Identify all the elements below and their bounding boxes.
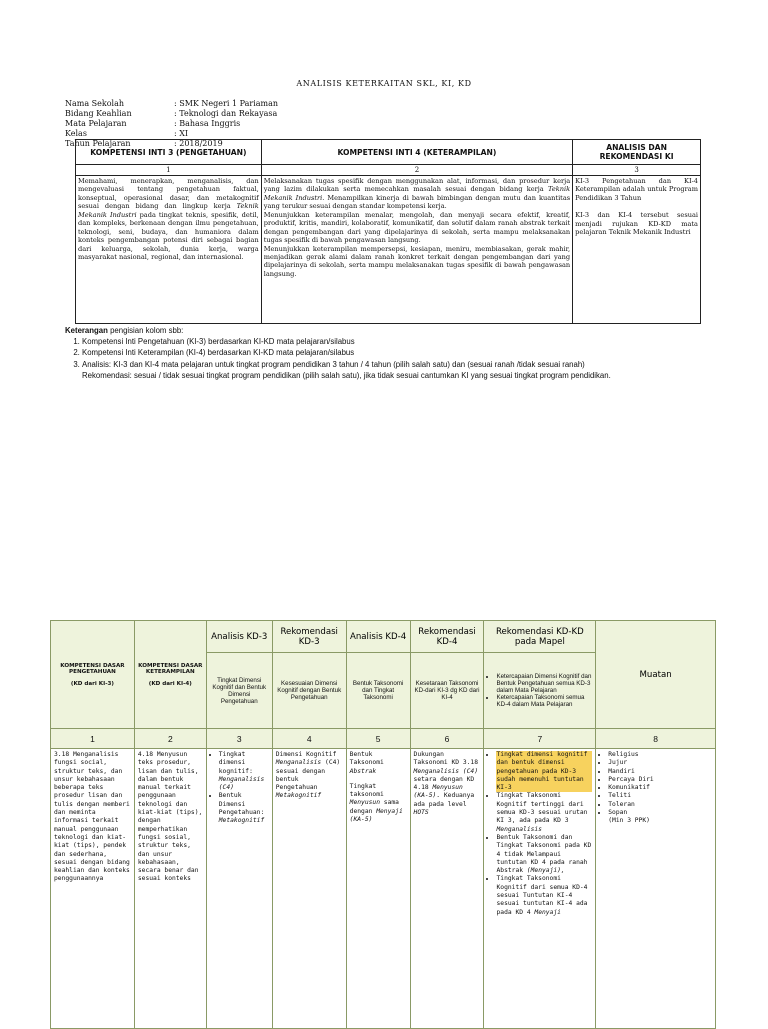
note-item: 3. Analisis: KI-3 dan KI-4 mata pelajaran untuk tingkat program pendidikan 3 tahun / 4 tahun (pilih salah satu) dan (sesuai ranah /tidak sesuai ranah) Rekomendasi: sesuai / tidak sesuai tingkat program pendidikan (pilih salah satu), jika tidak sesuai cantumkan KI yang sesuai tingkat program pendidikan.	[82, 359, 755, 381]
subheader-item: • Ketercapaian Dimensi Kognitif dan Bentuk Pengetahuan semua KD-3 dalam Mata Pelajaran	[496, 673, 592, 694]
analysis-point: • Bentuk Dimensi Pengetahuan: Metakognitif	[219, 792, 269, 825]
header-analisis-kd3: Analisis KD-3	[206, 621, 272, 653]
muatan-note: (Min 3 PPK)	[608, 817, 650, 825]
analysis-paragraph: KI-3 dan KI-4 tersebut sesuai menjadi rujukan KD-KD mata pelajaran Teknik Mekanik Industri	[575, 211, 698, 237]
value-item: • Komunikatif	[608, 784, 712, 792]
document-title: ANALISIS KETERKAITAN SKL, KI, KD	[296, 79, 472, 88]
notes-section	[65, 325, 755, 381]
column-number: 2	[134, 729, 206, 749]
header-analysis: ANALISIS DAN REKOMENDASI KI	[573, 140, 701, 165]
ki4-paragraph: Menunjukkan keterampilan mempersepsi, kesiapan, meniru, membiasakan, gerak mahir, menjadikan gerak alami dalam ranah konkret terkait dengan pengembangan dari yang dipelajarinya di sekolah, serta mampu melaksanakan tugas spesifik di bawah pengawasan langsung.	[263, 244, 571, 278]
kd3-cell: 3.18 Menganalisis fungsi social, struktur teks, dan unsur kebahasaan beberapa teks prosedur lisan dan tulis dengan memberi dan meminta informasi terkait manual penggunaan teknologi dan kiat-kiat (tips), pendek dan sederhana, sesuai dengan bidang keahlian dan konteks penggunaannya	[51, 749, 135, 1029]
column-number: 8	[596, 729, 716, 749]
subheader-analisis-kd4: Bentuk Taksonomi dan Tingkat Taksonomi	[346, 653, 410, 729]
notes-lead: Keterangan pengisian kolom sbb:	[65, 326, 184, 335]
info-value: : Bahasa Inggris	[174, 119, 241, 128]
value-item: • Jujur	[608, 759, 712, 767]
analysis-paragraph: KI-3 Pengetahuan dan KI-4 Keterampilan adalah untuk Program Pendidikan 3 Tahun	[575, 177, 698, 202]
info-value: : Teknologi dan Rekayasa	[174, 109, 278, 118]
muatan-cell	[596, 749, 716, 1029]
subheader-rekomendasi-kd3: Kesesuaian Dimensi Kognitif dengan Bentuk Pengetahuan	[272, 653, 346, 729]
ki4-description	[261, 176, 572, 324]
subheader-rekomendasi-mapel	[484, 653, 596, 729]
kd-analysis-table	[50, 620, 716, 1029]
value-item: • Sopan	[608, 809, 712, 817]
column-number: 7	[484, 729, 596, 749]
rekomendasi-mapel-cell	[484, 749, 596, 1029]
info-label: Bidang Keahlian	[65, 109, 132, 118]
analysis-point: • Tingkat dimensi kognitif: Menganalisis (C4)	[219, 751, 269, 792]
header-muatan: Muatan	[596, 621, 716, 729]
value-item: • Teliti	[608, 792, 712, 800]
value-item: • Mandiri	[608, 768, 712, 776]
value-item: • Toleran	[608, 801, 712, 809]
rekomendasi-kd3-cell: Dimensi Kognitif Menganalisis (C4) sesuai dengan bentuk Pengetahuan Metakognitif	[272, 749, 346, 1029]
column-number: 1	[51, 729, 135, 749]
value-item: • Religius	[608, 751, 712, 759]
analisis-kd4-cell: Bentuk Taksonomi Abstrak Tingkat taksonomi Menyusun sama dengan Menyaji (KA-5)	[346, 749, 410, 1029]
analisis-kd3-cell	[206, 749, 272, 1029]
subheader-analisis-kd3: Tingkat Dimensi Kognitif dan Bentuk Dimensi Pengetahuan	[206, 653, 272, 729]
value-item: • Percaya Diri	[608, 776, 712, 784]
recommendation-point: • Tingkat Taksonomi Kognitif tertinggi dari semua KD-3 sesuai urutan KI 3, ada pada KD 3 Menganalisis	[496, 792, 592, 833]
column-number: 5	[346, 729, 410, 749]
header-rekomendasi-mapel: Rekomendasi KD-KD pada Mapel	[484, 621, 596, 653]
info-value: : XI	[174, 129, 189, 138]
column-number: 3	[573, 165, 701, 176]
info-label: Nama Sekolah	[65, 99, 125, 108]
header-rekomendasi-kd4: Rekomendasi KD-4	[410, 621, 484, 653]
notes-list	[65, 336, 755, 381]
column-number: 1	[76, 165, 262, 176]
recommendation-point: • Bentuk Taksonomi dan Tingkat Taksonomi pada KD 4 tidak Melampaui tuntutan KD 4 pada ranah Abstrak (Menyaji),	[496, 834, 592, 875]
subheader-item: • Ketercapaian Taksonomi semua KD-4 dalam Mata Pelajaran	[496, 694, 592, 708]
kd4-cell: 4.18 Menyusun teks prosedur, lisan dan tulis, dalam bentuk manual terkait penggunaan teknologi dan kiat-kiat (tips), dengan memperhatikan fungsi sosial, struktur teks, dan unsur kebahasaan, secara benar dan sesuai konteks	[134, 749, 206, 1029]
header-kd-keterampilan: KOMPETENSI DASAR KETERAMPILAN (KD dari KI-4)	[134, 621, 206, 729]
ki-analysis-table	[75, 139, 701, 324]
recommendation-point: • Tingkat Taksonomi Kognitif dari semua KD-4 sesuai Tuntutan KI-4 sesuai tuntutan KI-4 ada pada KD 4 Menyaji	[496, 875, 592, 916]
note-item: 2. Kompetensi Inti Keterampilan (KI-4) berdasarkan KI-KD mata pelajaran/silabus	[82, 347, 755, 358]
ki4-paragraph: Menunjukkan keterampilan menalar, mengolah, dan menyaji secara efektif, kreatif, produktif, kritis, mandiri, kolaboratif, komunikatif, dan solutif dalam ranah abstrak terkait dengan pengembangan dari yang dipelajarinya di sekolah, serta mampu melaksanakan tugas spesifik di bawah pengawasan langsung.	[263, 210, 571, 245]
column-number: 2	[261, 165, 572, 176]
subheader-rekomendasi-kd4: Kesetaraan Taksonomi KD-dari KI-3 dg KD dari KI-4	[410, 653, 484, 729]
recommendation-point-highlighted: • Tingkat dimensi kognitif dan bentuk dimensi pengetahuan pada KD-3 sudah memenuhi tuntutan KI-3	[496, 751, 592, 792]
column-number: 3	[206, 729, 272, 749]
rekomendasi-kd4-cell: Dukungan Taksonomi KD 3.18 Menganalisis (C4) setara dengan KD 4.18 Menyusun (KA-5). Keduanya ada pada level HOTS	[410, 749, 484, 1029]
header-analisis-kd4: Analisis KD-4	[346, 621, 410, 653]
column-number: 4	[272, 729, 346, 749]
info-value: : SMK Negeri 1 Pariaman	[174, 99, 279, 108]
info-label: Kelas	[65, 129, 87, 138]
ki3-description: Memahami, menerapkan, menganalisis, dan mengevaluasi tentang pengetahuan faktual, konseptual, operasional dasar, dan metakognitif sesuai dengan bidang dan lingkup kerja Teknik Mekanik Industri pada tingkat teknis, spesifik, detil, dan kompleks, berkenaan dengan ilmu pengetahuan, teknologi, seni, budaya, dan humaniora dalam konteks pengembangan potensi diri sebagai bagian dari keluarga, sekolah, dunia kerja, warga masyarakat nasional, regional, dan internasional.	[76, 176, 262, 324]
ki4-paragraph: Melaksanakan tugas spesifik dengan menggunakan alat, informasi, dan prosedur kerja yang lazim dilakukan serta memecahkan masalah sesuai dengan bidang kerja Teknik Mekanik Industri. Menampilkan kinerja di bawah bimbingan dengan mutu dan kuantitas yang terukur sesuai dengan standar kompetensi kerja.	[263, 177, 571, 211]
note-item: 1. Kompetensi Inti Pengetahuan (KI-3) berdasarkan KI-KD mata pelajaran/silabus	[82, 336, 755, 347]
header-ki4: KOMPETENSI INTI 4 (KETERAMPILAN)	[261, 140, 572, 165]
info-value: : 2018/2019	[174, 139, 223, 148]
header-kd-pengetahuan: KOMPETENSI DASAR PENGETAHUAN (KD dari KI-3)	[51, 621, 135, 729]
header-rekomendasi-kd3: Rekomendasi KD-3	[272, 621, 346, 653]
info-label: Tahun Pelajaran	[65, 139, 131, 148]
column-number: 6	[410, 729, 484, 749]
header-ki3: KOMPETENSI INTI 3 (PENGETAHUAN)	[76, 140, 262, 165]
ki-analysis-text	[573, 176, 701, 324]
info-label: Mata Pelajaran	[65, 119, 127, 128]
